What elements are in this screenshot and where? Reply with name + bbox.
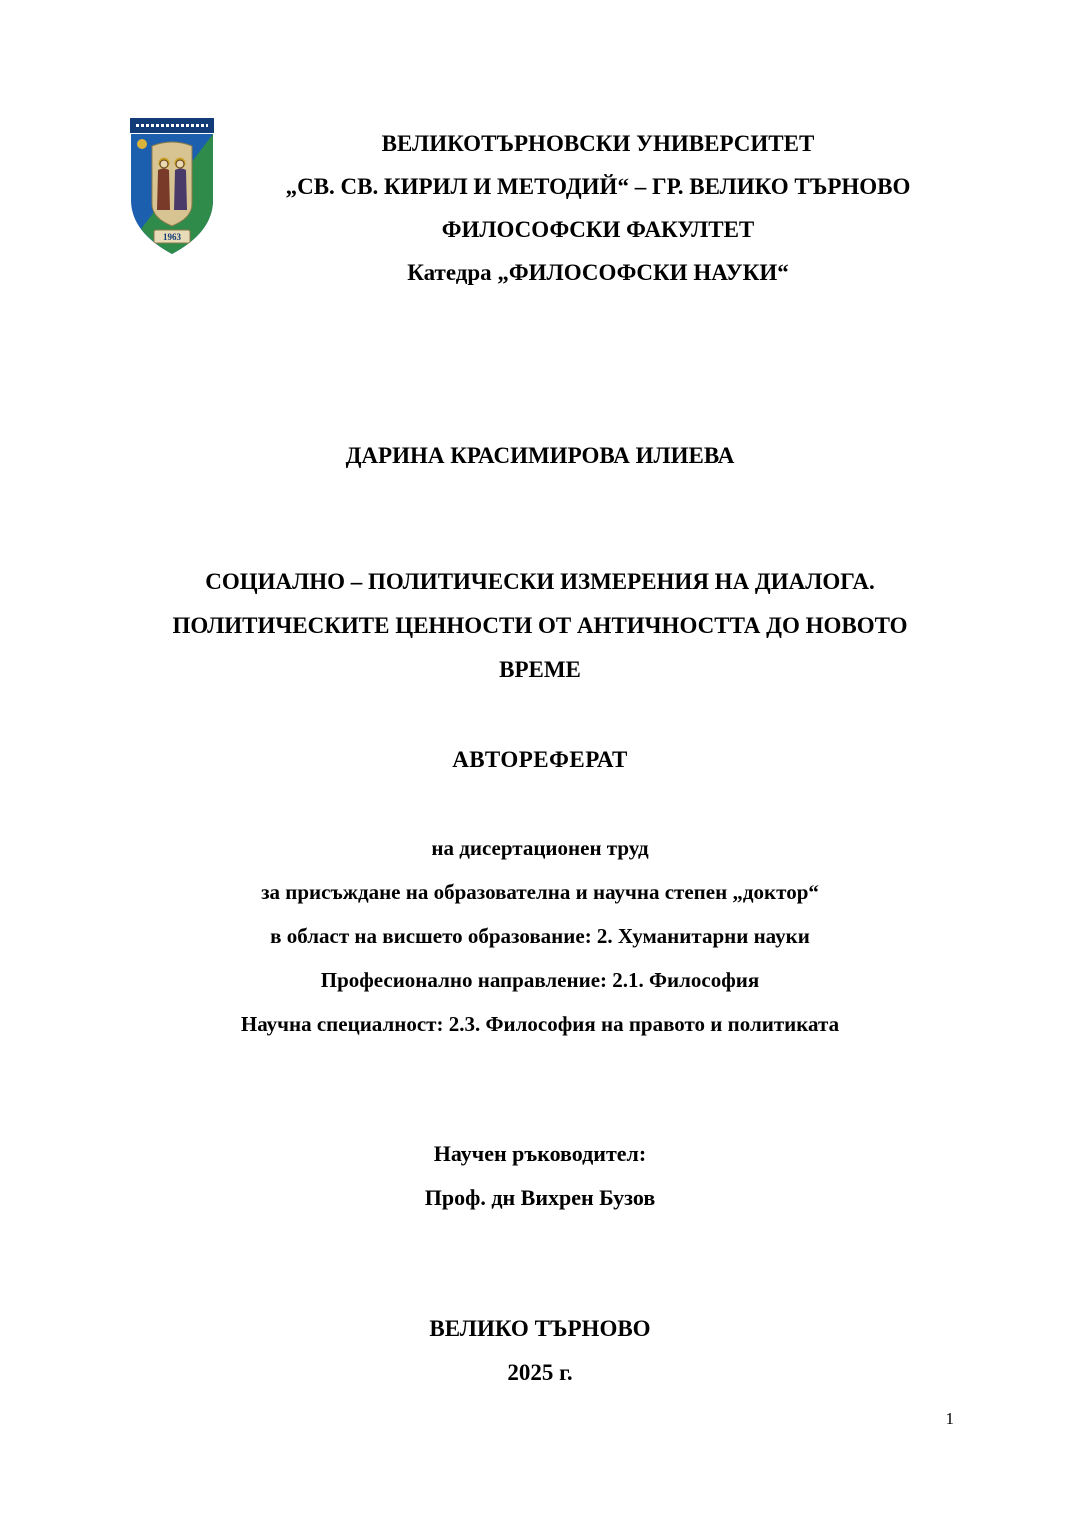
footer-year: 2025 г.	[507, 1360, 573, 1385]
description-line-2: за присъждане на образователна и научна степен „доктор“	[261, 880, 819, 904]
description-line-5: Научна специалност: 2.3. Философия на правото и политиката	[240, 1012, 840, 1036]
supervisor-section	[100, 1132, 980, 1220]
document-header	[100, 118, 980, 294]
crest-figure-right	[174, 169, 187, 211]
university-crest-icon	[128, 118, 216, 258]
header-text-block	[216, 118, 980, 294]
title-line-1: СОЦИАЛНО – ПОЛИТИЧЕСКИ ИЗМЕРЕНИЯ НА ДИАЛОГА.	[205, 569, 875, 594]
crest-founding-year: 1963	[163, 232, 181, 242]
description-line-4: Професионално направление: 2.1. Философия	[320, 968, 760, 992]
description-line-1: на дисертационен труд	[431, 836, 649, 860]
document-type: АВТОРЕФЕРАТ	[452, 747, 628, 772]
crest-head-right	[176, 160, 184, 168]
faculty-name: ФИЛОСОФСКИ ФАКУЛТЕТ	[441, 217, 755, 242]
university-name: ВЕЛИКОТЪРНОВСКИ УНИВЕРСИТЕТ	[381, 131, 815, 156]
title-line-3: ВРЕМЕ	[499, 657, 581, 682]
supervisor-name: Проф. дн Вихрен Бузов	[424, 1185, 656, 1210]
crest-head-left	[160, 160, 168, 168]
department-name: Катедра „ФИЛОСОФСКИ НАУКИ“	[407, 260, 789, 285]
description-line-3: в област на висшето образование: 2. Хуманитарни науки	[270, 924, 810, 948]
title-line-2: ПОЛИТИЧЕСКИТЕ ЦЕННОСТИ ОТ АНТИЧНОСТТА ДО НОВОТО	[172, 613, 908, 638]
university-patron-city: „СВ. СВ. КИРИЛ И МЕТОДИЙ“ – ГР. ВЕЛИКО ТЪРНОВО	[285, 174, 911, 199]
supervisor-label: Научен ръководител:	[433, 1141, 647, 1166]
footer-section	[100, 1307, 980, 1395]
crest-figure-left	[157, 169, 170, 211]
author-name: ДАРИНА КРАСИМИРОВА ИЛИЕВА	[345, 443, 735, 468]
crest-emblem	[137, 139, 147, 149]
dissertation-description	[100, 826, 980, 1046]
university-crest	[128, 118, 216, 258]
footer-city: ВЕЛИКО ТЪРНОВО	[429, 1316, 651, 1341]
dissertation-title	[100, 560, 980, 692]
page-number: 1	[945, 1409, 954, 1428]
